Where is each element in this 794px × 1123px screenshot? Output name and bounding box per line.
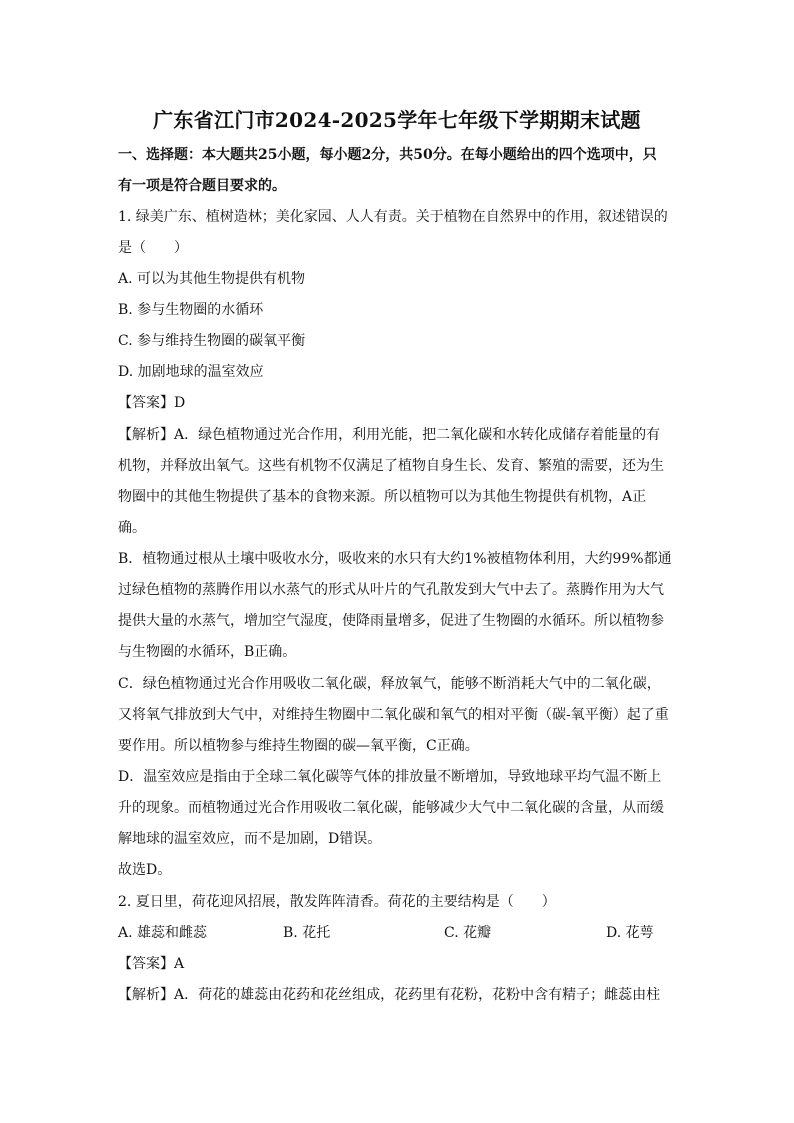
section-heading-line-2: 有一项是符合题目要求的。 <box>118 178 286 194</box>
question-2-analysis-line: 【解析】A．荷花的雄蕊由花药和花丝组成，花药里有花粉，花粉中含有精子；雌蕊由柱 <box>118 987 661 1003</box>
question-1-analysis-line: 提供大量的水蒸气，增加空气湿度，使降雨量增多，促进了生物圈的水循环。所以植物参 <box>118 613 664 629</box>
question-1-analysis-line: 物圈中的其他生物提供了基本的食物来源。所以植物可以为其他生物提供有机物，A正 <box>118 489 647 505</box>
question-1-option-b: B. 参与生物圈的水循环 <box>118 302 264 318</box>
question-1-analysis-line: 故选D。 <box>118 862 172 878</box>
question-1-option-c: C. 参与维持生物圈的碳氧平衡 <box>118 333 306 349</box>
question-2-option-d: D. 花萼 <box>606 925 654 941</box>
question-1-analysis-line: 与生物圈的水循环，B正确。 <box>118 644 297 660</box>
question-1-analysis-line: D．温室效应是指由于全球二氧化碳等气体的排放量不断增加，导致地球平均气温不断上 <box>118 769 662 785</box>
question-1-option-a: A. 可以为其他生物提供有机物 <box>118 271 306 287</box>
question-2-answer: 【答案】A <box>118 956 185 972</box>
question-1-stem-line-2: 是（ ） <box>118 240 188 256</box>
question-1-option-d: D. 加剧地球的温室效应 <box>118 364 264 380</box>
page-title: 广东省江门市2024-2025学年七年级下学期期末试题 <box>153 108 641 132</box>
question-1-analysis-line: 又将氧气排放到大气中，对维持生物圈中二氧化碳和氧气的相对平衡（碳-氧平衡）起了重 <box>118 707 669 723</box>
question-1-answer: 【答案】D <box>118 395 186 411</box>
question-2-option-b: B. 花托 <box>283 925 331 941</box>
question-1-analysis-line: B．植物通过根从土壤中吸收水分，吸收来的水只有大约1%被植物体利用，大约99%都通 <box>118 551 672 567</box>
question-2-option-c: C. 花瓣 <box>444 925 492 941</box>
question-1-analysis-line: 机物，并释放出氧气。这些有机物不仅满足了植物自身生长、发育、繁殖的需要，还为生 <box>118 458 664 474</box>
question-2-option-a: A. 雄蕊和雌蕊 <box>118 925 208 941</box>
question-1-analysis-line: C．绿色植物通过光合作用吸收二氧化碳，释放氧气，能够不断消耗大气中的二氧化碳， <box>118 676 661 692</box>
question-1-analysis-line: 过绿色植物的蒸腾作用以水蒸气的形式从叶片的气孔散发到大气中去了。蒸腾作用为大气 <box>118 582 664 598</box>
question-1-analysis-line: 要作用。所以植物参与维持生物圈的碳—氧平衡，C正确。 <box>118 738 479 754</box>
question-1-analysis-line: 升的现象。而植物通过光合作用吸收二氧化碳，能够减少大气中二氧化碳的含量，从而缓 <box>118 800 664 816</box>
question-2-stem: 2. 夏日里，荷花迎风招展，散发阵阵清香。荷花的主要结构是（ ） <box>118 894 556 910</box>
question-1-analysis-line: 解地球的温室效应，而不是加剧，D错误。 <box>118 831 382 847</box>
section-heading-line-1: 一、选择题：本大题共25小题，每小题2分，共50分。在每小题给出的四个选项中，只 <box>118 147 657 163</box>
question-1-analysis-line: 【解析】A．绿色植物通过光合作用，利用光能，把二氧化碳和水转化成储存着能量的有 <box>118 427 661 443</box>
question-1-analysis-line: 确。 <box>118 520 146 536</box>
question-1-stem-line-1: 1. 绿美广东、植树造林；美化家园、人人有责。关于植物在自然界中的作用，叙述错误的 <box>118 209 668 225</box>
